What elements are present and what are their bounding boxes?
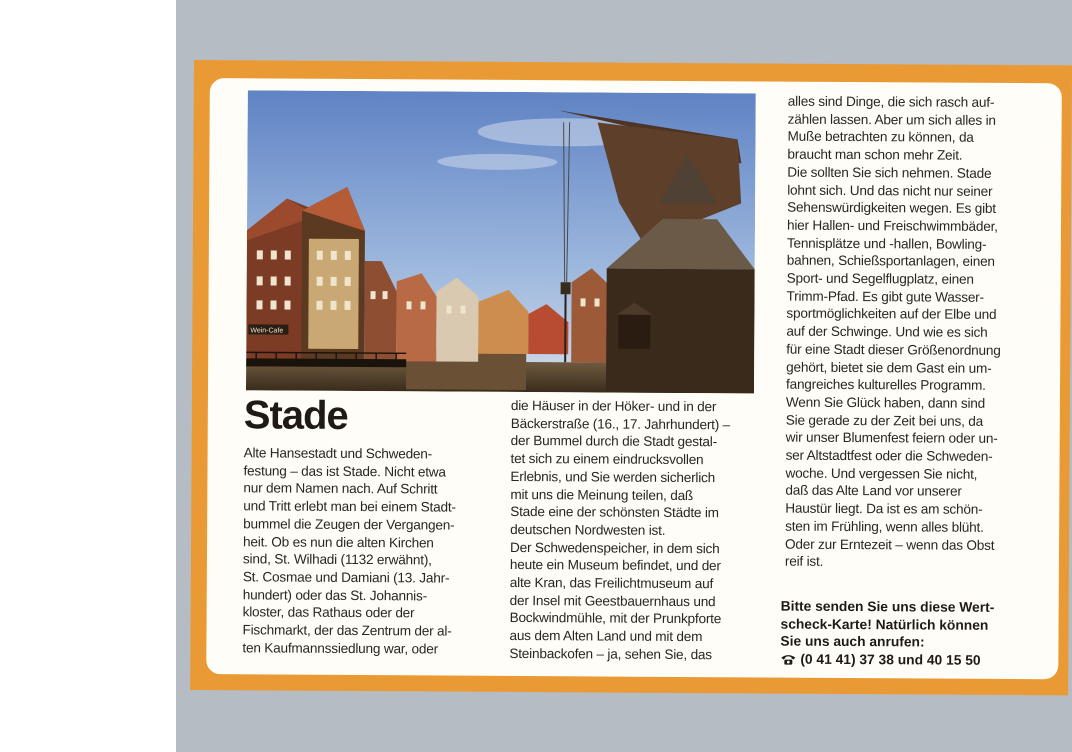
text-line: der Insel mit Geestbauernhaus und [509, 592, 716, 609]
text-line: sind, St. Wilhadi (1132 erwähnt), [242, 551, 432, 568]
text-line: ten Kaufmannssiedlung war, oder [242, 640, 439, 657]
text-line: Bockwindmühle, mit der Prunkpforte [509, 610, 722, 627]
text-line: Alte Hansestadt und Schweden- [243, 445, 433, 462]
text-line: der Bummel durch die Stadt gestal- [510, 433, 718, 450]
text-line: alte Kran, das Freilichtmuseum auf [509, 574, 714, 592]
postcard-face [206, 78, 1062, 679]
text-line: Stade eine der schönsten Städte im [510, 504, 719, 521]
text-column-2 [509, 397, 730, 664]
page-title: Stade [243, 393, 348, 438]
text-line: auf der Schwinge. Und wie es sich [786, 323, 988, 340]
cta-line: Bitte senden Sie uns diese Wert- [780, 598, 995, 615]
text-line: für eine Stadt dieser Größenordnung [786, 341, 1001, 358]
text-line: bahnen, Schießsportanlagen, einen [786, 252, 995, 270]
text-line: aus dem Alten Land und mit dem [509, 628, 703, 645]
text-line: alles sind Dinge, die sich rasch auf- [787, 93, 995, 110]
text-line: kloster, das Rathaus oder der [242, 604, 415, 621]
text-line: Fischmarkt, der das Zentrum der al- [242, 622, 452, 639]
text-line: Sehenswürdigkeiten wegen. Es gibt [787, 199, 996, 217]
text-line: Wenn Sie Glück haben, dann sind [785, 394, 986, 411]
text-line: Muße betrachten zu können, da [787, 129, 974, 146]
text-column-3 [785, 93, 1002, 572]
text-line: St. Cosmae und Damiani (13. Jahr- [242, 569, 450, 586]
text-line: Oder zur Erntezeit – wenn das Obst [785, 536, 995, 553]
text-line: heit. Ob es nun die alten Kirchen [243, 533, 434, 550]
call-to-action [780, 598, 994, 670]
phone-number: (0 41 41) 37 38 und 40 15 50 [800, 651, 981, 668]
text-line: Erlebnis, und Sie werden sicherlich [510, 468, 716, 486]
text-line: hier Hallen- und Freischwimmbäder, [786, 217, 998, 234]
text-line: wir unser Blumenfest feiern oder un- [785, 429, 998, 447]
cta-line: Sie uns auch anrufen: [780, 633, 925, 650]
text-line: heute ein Museum befindet, und der [509, 557, 721, 574]
text-line: fangreiches kulturelles Programm. [785, 376, 986, 394]
text-line: gehört, bietet sie dem Gast ein um- [786, 359, 992, 376]
photo-sign: Wein-Cafe [250, 327, 284, 335]
text-line: daß das Alte Land vor unserer [785, 483, 962, 500]
text-line: mit uns die Meinung teilen, daß [510, 486, 694, 503]
text-line: sportmöglichkeiten auf der Elbe und [786, 306, 997, 323]
text-line: festung – das ist Stade. Nicht etwa [243, 463, 446, 480]
text-line: sten im Frühling, wenn alles blüht. [785, 518, 984, 535]
text-line: reif ist. [784, 553, 824, 570]
text-line: Sie gerade zu der Zeit bei uns, da [785, 412, 984, 429]
text-line: Die sollten Sie sich nehmen. Stade [787, 164, 992, 181]
text-line: deutschen Nordwesten ist. [510, 521, 666, 538]
text-line: Bäckerstraße (16., 17. Jahrhundert) – [510, 415, 731, 432]
text-line: lohnt sich. Und das nicht nur seiner [787, 182, 993, 199]
harbour-photo [246, 90, 756, 393]
text-line: hundert) oder das St. Johannis- [242, 586, 428, 604]
telephone-icon [780, 653, 796, 665]
text-line: und Tritt erlebt man bei einem Stadt- [243, 498, 456, 515]
text-line: Steinbackofen – ja, sehen Sie, das [509, 645, 712, 663]
text-line: zählen lassen. Aber um sich alles in [787, 111, 996, 128]
cta-line: scheck-Karte! Natürlich können [780, 616, 989, 633]
text-line: Sport- und Segelflugplatz, einen [786, 270, 974, 287]
text-line: die Häuser in der Höker- und in der [510, 397, 717, 415]
text-line: Der Schwedenspeicher, in dem sich [509, 539, 720, 556]
text-line: nur dem Namen nach. Auf Schritt [243, 480, 438, 497]
text-line: ser Altstadtfest oder die Schweden- [785, 447, 993, 464]
postcard [190, 60, 1072, 695]
phone-line [780, 650, 994, 669]
cta-text [780, 598, 994, 652]
text-column-1 [242, 444, 456, 658]
text-line: braucht man schon mehr Zeit. [787, 146, 963, 163]
text-line: Haustür liegt. Da ist es am schön- [785, 500, 983, 517]
text-line: Tennisplätze und -hallen, Bowling- [786, 235, 987, 252]
text-line: tet sich zu einem eindrucksvollen [510, 451, 704, 468]
text-line: bummel die Zeugen der Vergangen- [243, 516, 455, 533]
text-line: woche. Und vergessen Sie nicht, [785, 465, 978, 482]
text-line: Trimm-Pfad. Es gibt gute Wasser- [786, 288, 984, 305]
